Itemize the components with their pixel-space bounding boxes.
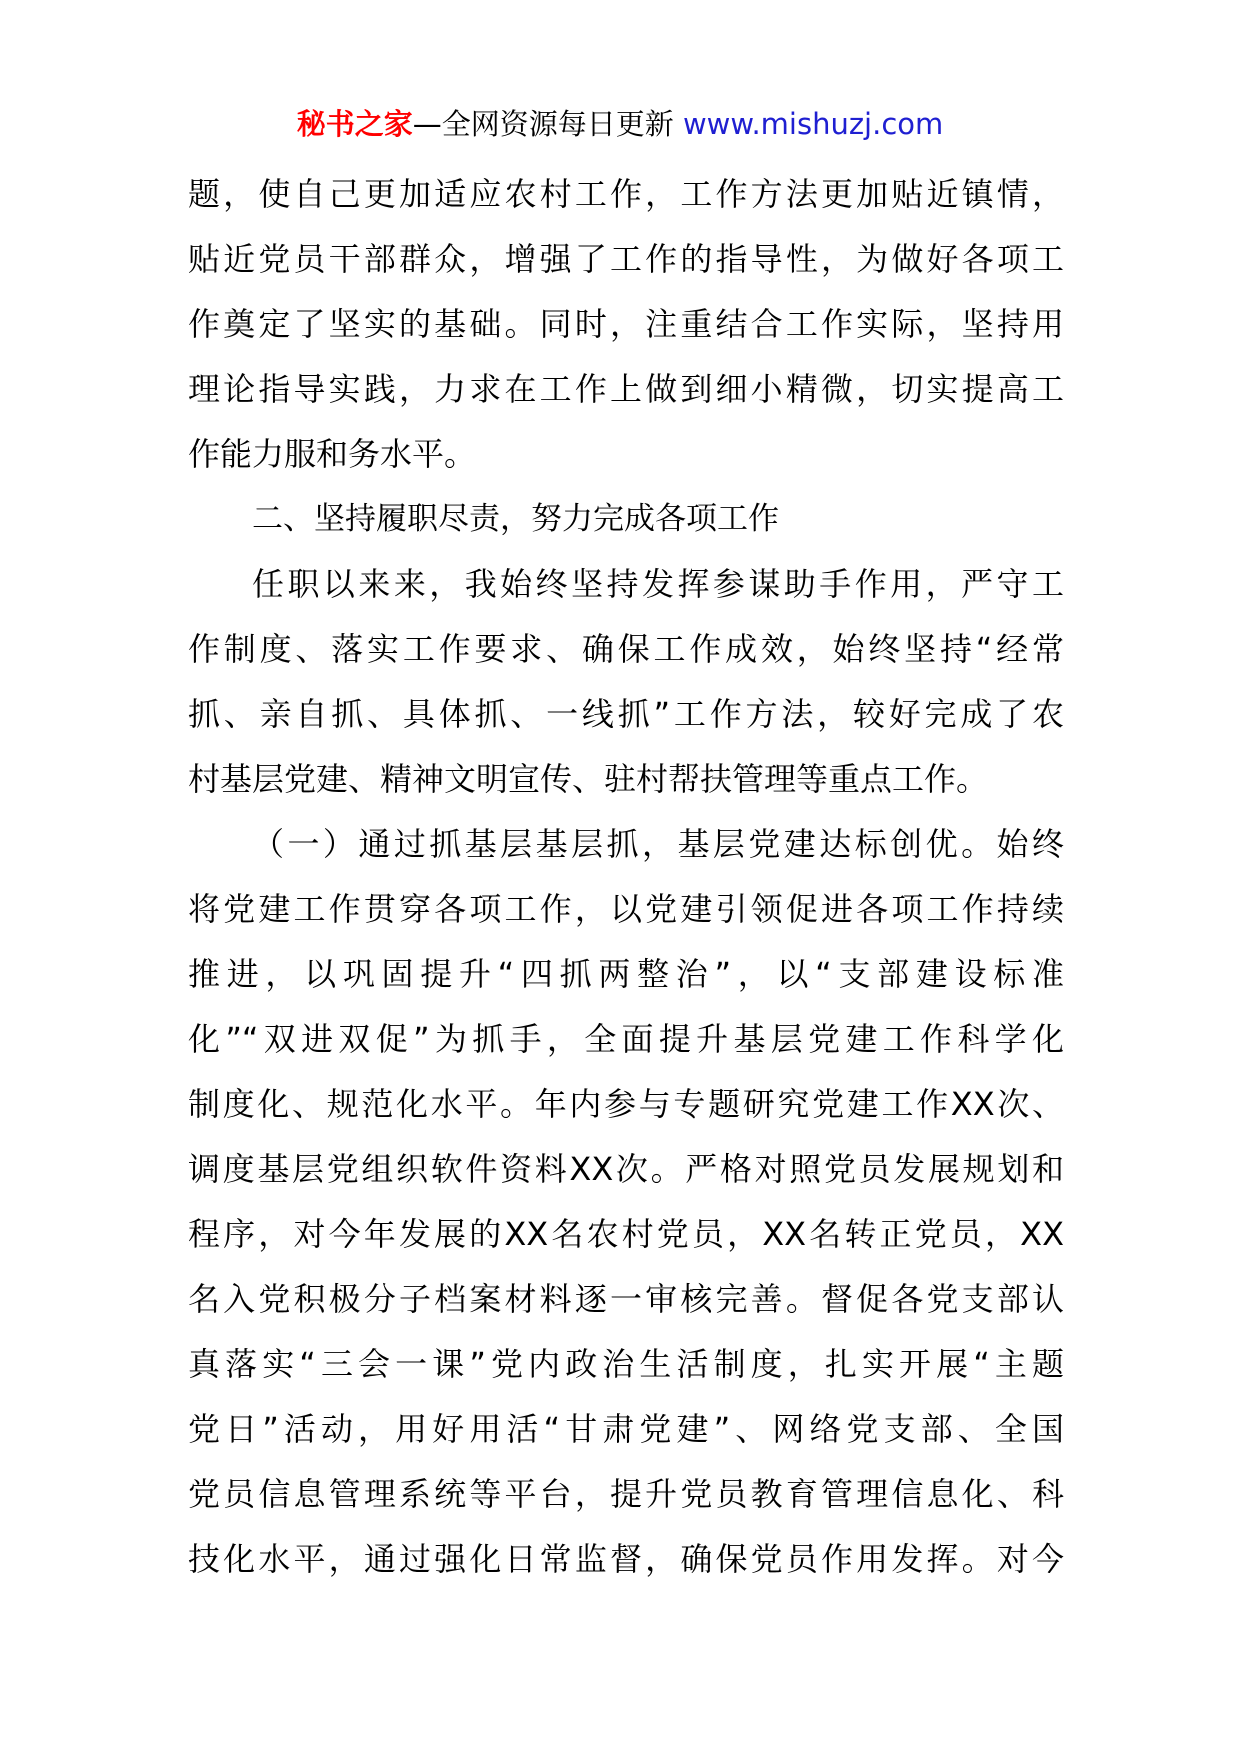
body-line: 抓、亲自抓、具体抓、一线抓”工作方法，较好完成了农 <box>188 695 1064 733</box>
subsection-lead-line: （一）通过抓基层基层抓，基层党建达标创优。始终 <box>252 825 1064 863</box>
body-line: 理论指导实践，力求在工作上做到细小精微，切实提高工 <box>188 370 1064 408</box>
body-line: 村基层党建、精神文明宣传、驻村帮扶管理等重点工作。 <box>188 760 989 798</box>
body-line: 推进，以巩固提升“四抓两整治”，以“支部建设标准 <box>188 955 1064 993</box>
section-heading: 二、坚持履职尽责，努力完成各项工作 <box>252 501 779 537</box>
body-line: 名入党积极分子档案材料逐一审核完善。督促各党支部认 <box>188 1280 1064 1318</box>
body-line: 作制度、落实工作要求、确保工作成效，始终坚持“经常 <box>188 630 1064 668</box>
body-line: 制度化、规范化水平。年内参与专题研究党建工作XX次、 <box>188 1085 1064 1123</box>
body-line: 作奠定了坚实的基础。同时，注重结合工作实际，坚持用 <box>188 305 1064 343</box>
body-line: 贴近党员干部群众，增强了工作的指导性，为做好各项工 <box>188 240 1064 278</box>
body-line: 党日”活动，用好用活“甘肃党建”、网络党支部、全国 <box>188 1410 1064 1448</box>
body-line: 党员信息管理系统等平台，提升党员教育管理信息化、科 <box>188 1475 1064 1513</box>
page-header <box>0 104 1240 144</box>
body-line: 作能力服和务水平。 <box>188 435 477 473</box>
document-body <box>188 162 1064 1592</box>
body-line: 真落实“三会一课”党内政治生活制度，扎实开展“主题 <box>188 1345 1064 1383</box>
body-line: 任职以来来，我始终坚持发挥参谋助手作用，严守工 <box>252 565 1064 603</box>
body-line: 化”“双进双促”为抓手，全面提升基层党建工作科学化 <box>188 1020 1064 1058</box>
body-line: 题，使自己更加适应农村工作，工作方法更加贴近镇情， <box>188 175 1064 213</box>
body-line: 程序，对今年发展的XX名农村党员，XX名转正党员，XX <box>188 1215 1064 1253</box>
body-line: 将党建工作贯穿各项工作，以党建引领促进各项工作持续 <box>188 890 1064 928</box>
brand-name: 秘书之家 <box>296 107 413 141</box>
body-line: 调度基层党组织软件资料XX次。严格对照党员发展规划和 <box>188 1150 1064 1188</box>
body-line: 技化水平，通过强化日常监督，确保党员作用发挥。对今 <box>188 1540 1064 1578</box>
website-link[interactable]: www.mishuzj.com <box>673 107 944 141</box>
header-tagline: —全网资源每日更新 <box>412 107 674 141</box>
